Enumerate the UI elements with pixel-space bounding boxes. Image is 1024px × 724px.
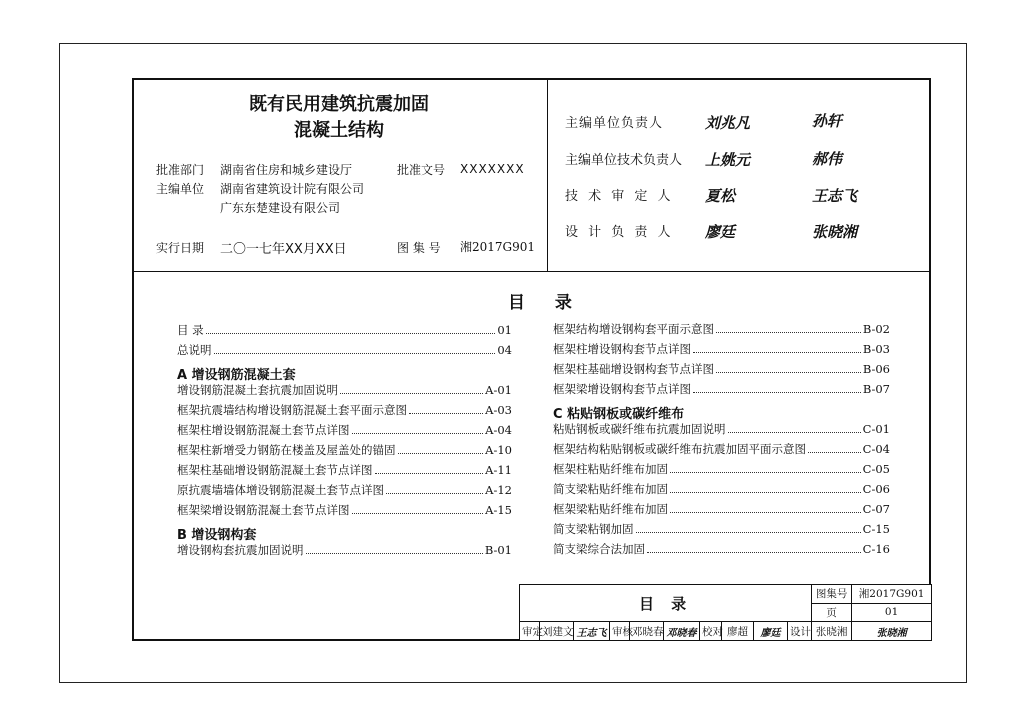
toc-entry[interactable]: 简支梁粘贴纤维布加固 C-06 (553, 482, 890, 496)
chief-unit-label: 主编单位 (156, 182, 205, 196)
title-block-page: 01 (852, 603, 932, 622)
document-title-line1: 既有民用建筑抗震加固 (249, 94, 429, 115)
effective-date-label: 实行日期 (156, 241, 205, 255)
toc-entry[interactable]: 框架抗震墙结构增设钢筋混凝土套平面示意图 A-03 (177, 403, 512, 417)
design-name: 张晓湘 (812, 622, 852, 641)
toc-entry[interactable]: 简支梁粘钢加固 C-15 (553, 522, 890, 536)
toc-entry[interactable]: 框架柱新增受力钢筋在楼盖及屋盖处的锚固 A-10 (177, 443, 512, 457)
toc-entry[interactable]: 框架梁粘贴纤维布加固 C-07 (553, 502, 890, 516)
check-label: 审核 (610, 622, 630, 641)
toc-entry[interactable]: 框架柱增设钢筋混凝土套节点详图 A-04 (177, 423, 512, 437)
toc-entry[interactable]: 目 录 01 (177, 323, 512, 337)
document-title-line2: 混凝土结构 (294, 120, 384, 141)
toc-entry[interactable]: 框架梁增设钢构套节点详图 B-07 (553, 382, 890, 396)
review-name: 刘建文 (540, 622, 574, 641)
role-design-head: 设 计 负 责 人 (565, 225, 674, 240)
toc-entry[interactable]: 框架柱基础增设钢筋混凝土套节点详图 A-11 (177, 463, 512, 477)
design-label: 设计 (788, 622, 812, 641)
signature: 张晓湘 (812, 223, 858, 241)
signature: 廖廷 (705, 223, 736, 241)
toc-entry[interactable]: 简支梁综合法加固 C-16 (553, 542, 890, 556)
section-c-heading: C 粘贴钢板或碳纤维布 (553, 407, 685, 422)
signature: 上姚元 (705, 151, 751, 169)
check-signature: 邓晓春 (664, 622, 700, 641)
signature: 王志飞 (812, 187, 858, 205)
toc-entry[interactable]: 总说明 04 (177, 343, 512, 357)
check-name: 邓晓春 (630, 622, 664, 641)
proof-signature: 廖廷 (754, 622, 788, 641)
approval-dept: 湖南省住房和城乡建设厅 (220, 163, 353, 177)
toc-entry[interactable]: 框架结构粘贴钢板或碳纤维布抗震加固平面示意图 C-04 (553, 442, 890, 456)
proof-label: 校对 (700, 622, 722, 641)
title-block-page-label: 页 (812, 603, 852, 622)
chief-unit-1: 湖南省建筑设计院有限公司 (220, 182, 365, 196)
toc-right-column (553, 321, 890, 557)
proof-name: 廖超 (722, 622, 754, 641)
title-block-atlas-no: 湘2017G901 (852, 585, 932, 604)
title-block-name: 目 录 (520, 585, 812, 622)
toc-entry[interactable]: 框架柱粘贴纤维布加固 C-05 (553, 462, 890, 476)
section-b-heading: B 增设钢构套 (177, 528, 257, 543)
toc-left-column (177, 322, 512, 558)
toc-entry[interactable]: 粘贴钢板或碳纤维布抗震加固说明 C-01 (553, 422, 890, 436)
review-label: 审定 (520, 622, 540, 641)
toc-entry[interactable]: 框架梁增设钢筋混凝土套节点详图 A-15 (177, 503, 512, 517)
design-signature: 张晓湘 (852, 622, 932, 641)
toc-entry[interactable]: 增设钢构套抗震加固说明 B-01 (177, 543, 512, 557)
title-block-atlas-label: 图集号 (812, 585, 852, 604)
atlas-no-label: 图 集 号 (397, 241, 441, 255)
effective-date: 二〇一七年XX月XX日 (220, 242, 347, 257)
title-block (519, 584, 931, 641)
atlas-no: 湘2017G901 (460, 240, 536, 254)
approval-doc: XXXXXXX (460, 162, 525, 176)
section-a-heading: A 增设钢筋混凝土套 (177, 368, 296, 383)
review-signature: 王志飞 (574, 622, 610, 641)
header-vertical-divider (547, 78, 548, 271)
toc-entry[interactable]: 原抗震墙墙体增设钢筋混凝土套节点详图 A-12 (177, 483, 512, 497)
header-divider (132, 271, 931, 272)
toc-entry[interactable]: 框架柱基础增设钢构套节点详图 B-06 (553, 362, 890, 376)
toc-heading: 目 录 (508, 293, 584, 313)
chief-unit-2: 广东东楚建设有限公司 (220, 201, 341, 215)
approval-doc-label: 批准文号 (397, 163, 446, 177)
signature: 夏松 (705, 187, 736, 205)
signature: 孙轩 (812, 112, 843, 130)
signature: 郝伟 (812, 150, 843, 168)
approval-dept-label: 批准部门 (156, 163, 205, 177)
role-chief-unit-head: 主编单位负责人 (565, 116, 664, 131)
role-tech-reviewer: 技 术 审 定 人 (565, 189, 674, 204)
role-chief-unit-tech-head: 主编单位技术负责人 (565, 153, 683, 168)
signature: 刘兆凡 (705, 114, 751, 132)
toc-entry[interactable]: 增设钢筋混凝土套抗震加固说明 A-01 (177, 383, 512, 397)
toc-entry[interactable]: 框架结构增设钢构套平面示意图 B-02 (553, 322, 890, 336)
toc-entry[interactable]: 框架柱增设钢构套节点详图 B-03 (553, 342, 890, 356)
